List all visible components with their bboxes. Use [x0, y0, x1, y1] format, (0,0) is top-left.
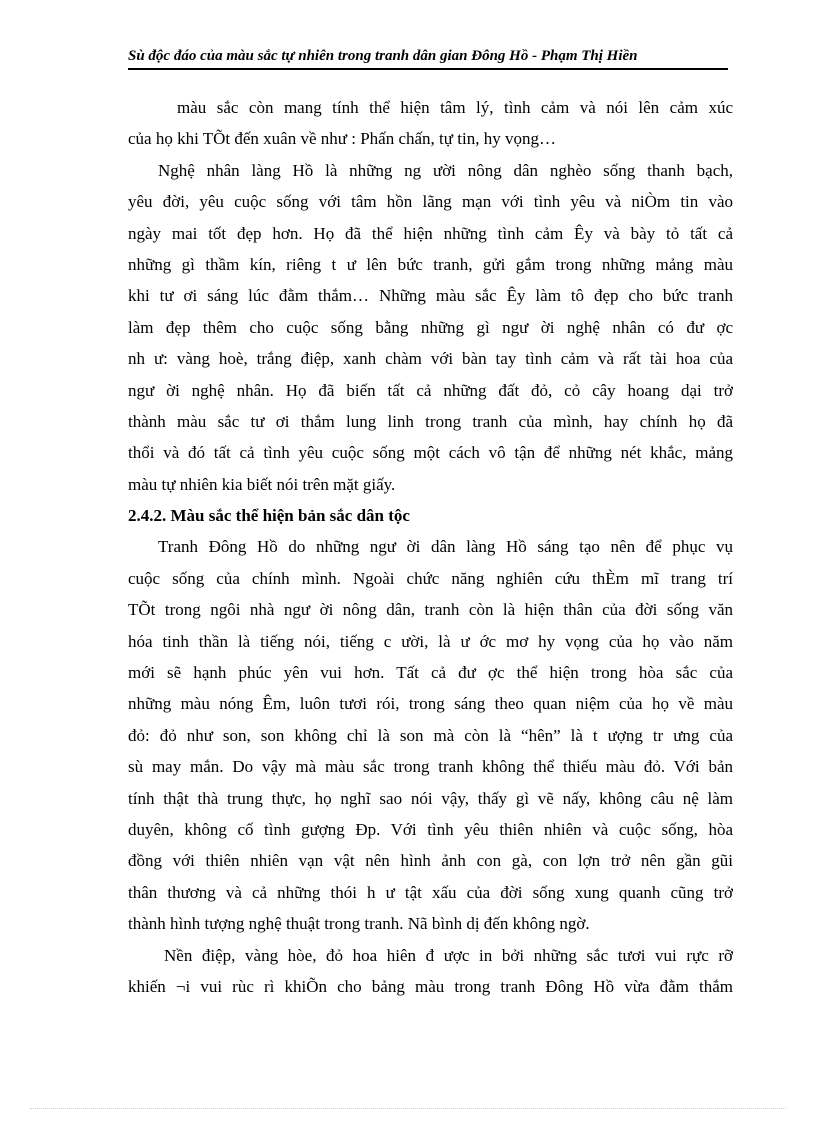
text-line: làm đẹp thêm cho cuộc sống bằng những gì ngư ời nghệ nhân có đư ợc	[128, 317, 733, 337]
text-line: thổi và đó tất cả tình yêu cuộc sống một cách vô tận để những nét khắc, mảng	[128, 443, 733, 463]
text-line: đỏ: đỏ như son, son không chỉ là son mà còn là “hên” là t ượng tr ưng của	[128, 725, 733, 745]
section-heading: 2.4.2. Màu sắc thể hiện bản sắc dân tộc	[128, 506, 410, 526]
text-line: TÕt trong ngôi nhà ngư ời nông dân, tranh còn là hiện thân của đời sống văn	[128, 600, 733, 620]
text-line: khi tư ơi sáng lúc đằm thắm… Những màu sắc Êy làm tô đẹp cho bức tranh	[128, 286, 733, 306]
text-line: Nghệ nhân làng Hồ là những ng ười nông dân nghèo sống thanh bạch,	[158, 160, 733, 180]
text-line: yêu đời, yêu cuộc sống với tâm hồn lãng mạn với tình yêu và niÒm tin vào	[128, 192, 733, 212]
text-line: mới sẽ hạnh phúc yên vui hơn. Tất cả đư ợc thể hiện trong hòa sắc của	[128, 663, 733, 683]
page-bottom-divider	[30, 1108, 786, 1109]
text-line: của họ khi TÕt đến xuân về như : Phấn chấn, tự tin, hy vọng…	[128, 129, 556, 149]
text-line: màu tự nhiên kia biết nói trên mặt giấy.	[128, 474, 396, 494]
text-line: nh ư: vàng hoè, trắng điệp, xanh chàm với bàn tay tình cảm và rất tài hoa của	[128, 349, 733, 369]
running-header: Sù độc đáo của màu sắc tự nhiên trong tranh dân gian Đông Hồ - Phạm Thị Hiền	[128, 48, 728, 70]
text-line: duyên, không cố tình gượng Ðp. Với tình yêu thiên nhiên và cuộc sống, hòa	[128, 819, 733, 839]
text-line: ngư ời nghệ nhân. Họ đã biến tất cả những đất đỏ, cỏ cây hoang dại trở	[128, 380, 733, 400]
text-line: thành màu sắc tư ơi thắm lung linh trong tranh của mình, hay chính họ đã	[128, 411, 733, 431]
text-line: cuộc sống của chính mình. Ngoài chức năng nghiên cứu thÈm mĩ trang trí	[128, 568, 733, 588]
text-line: hóa tinh thần là tiếng nói, tiếng c ười, là ư ớc mơ hy vọng của họ vào năm	[128, 631, 733, 651]
text-line: những gì thầm kín, riêng t ư lên bức tranh, gửi gắm trong những mảng màu	[128, 254, 733, 274]
text-line: đồng với thiên nhiên vạn vật nên hình ảnh con gà, con lợn trở nên gần gũi	[128, 851, 733, 871]
body-text	[128, 92, 733, 1002]
text-line: khiến ¬i vui rùc rì khiÕn cho bảng màu trong tranh Đông Hồ vừa đằm thắm	[128, 976, 733, 996]
text-line: tính thật thà trung thực, họ nghĩ sao nói vậy, thấy gì vẽ nấy, không câu nệ làm	[128, 788, 733, 808]
text-line: những màu nóng Êm, luôn tươi rói, trong sáng theo quan niệm của họ về màu	[128, 694, 733, 714]
text-line: ngày mai tốt đẹp hơn. Họ đã thể hiện những tình cảm Êy và bày tỏ tất cả	[128, 223, 733, 243]
text-line: Nền điệp, vàng hòe, đỏ hoa hiên đ ược in bởi những sắc tươi vui rực rỡ	[164, 945, 733, 965]
text-line: màu sắc còn mang tính thể hiện tâm lý, tình cảm và nói lên cảm xúc	[177, 98, 733, 117]
text-line: Tranh Đông Hồ do những ngư ời dân làng Hồ sáng tạo nên để phục vụ	[158, 537, 733, 557]
text-line: sù may mắn. Do vậy mà màu sắc trong tranh không thể thiếu màu đỏ. Với bản	[128, 757, 733, 777]
text-line: thành hình tượng nghệ thuật trong tranh. Nã bình dị đến không ngờ.	[128, 914, 590, 934]
text-line: thân thương và cả những thói h ư tật xấu của đời sống xung quanh cũng trở	[128, 882, 733, 902]
